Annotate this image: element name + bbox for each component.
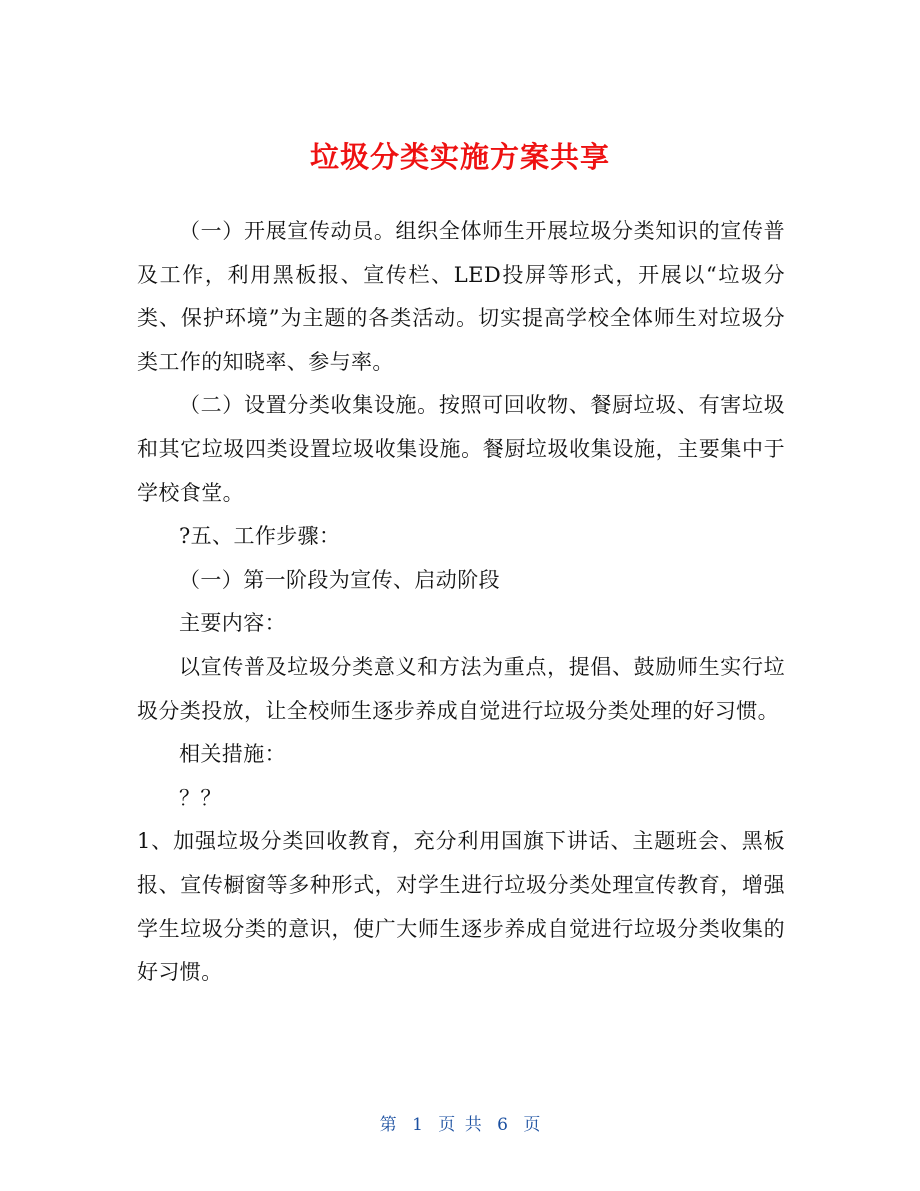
footer-suffix: 页 <box>523 1115 541 1135</box>
heading-measures: 相关措施： <box>179 742 286 767</box>
heading-phase-one: （一）第一阶段为宣传、启动阶段 <box>179 567 500 592</box>
page-footer <box>0 1112 920 1138</box>
paragraph-measure-one: 1、加强垃圾分类回收教育，充分利用国旗下讲话、主题班会、黑板报、宣传橱窗等多种形式，对学生进行垃圾分类处理宣传教育，增强学生垃圾分类的意识，使广大师生逐步养成自觉进行垃圾分类收集的好习惯。 <box>137 829 785 985</box>
document-body <box>137 210 785 995</box>
footer-page-number: 1 <box>412 1115 423 1135</box>
footer-total-pages: 6 <box>497 1115 508 1135</box>
heading-main-content: 主要内容： <box>179 611 286 636</box>
placeholder-marks: ？？ <box>179 785 222 810</box>
footer-middle: 页 共 <box>438 1115 482 1135</box>
footer-prefix: 第 <box>379 1115 397 1135</box>
paragraph-facilities: （二）设置分类收集设施。按照可回收物、餐厨垃圾、有害垃圾和其它垃圾四类设置垃圾收集设施。餐厨垃圾收集设施，主要集中于学校食堂。 <box>137 393 785 505</box>
heading-work-steps: ?五、工作步骤： <box>179 524 341 549</box>
paragraph-main-content: 以宣传普及垃圾分类意义和方法为重点，提倡、鼓励师生实行垃圾分类投放，让全校师生逐步养成自觉进行垃圾分类处理的好习惯。 <box>137 654 785 723</box>
document-title: 垃圾分类实施方案共享 <box>309 140 610 175</box>
paragraph-publicity: （一）开展宣传动员。组织全体师生开展垃圾分类知识的宣传普及工作，利用黑板报、宣传栏、LED投屏等形式，开展以“垃圾分类、保护环境”为主题的各类活动。切实提高学校全体师生对垃圾分类工作的知晓率、参与率。 <box>137 219 785 374</box>
